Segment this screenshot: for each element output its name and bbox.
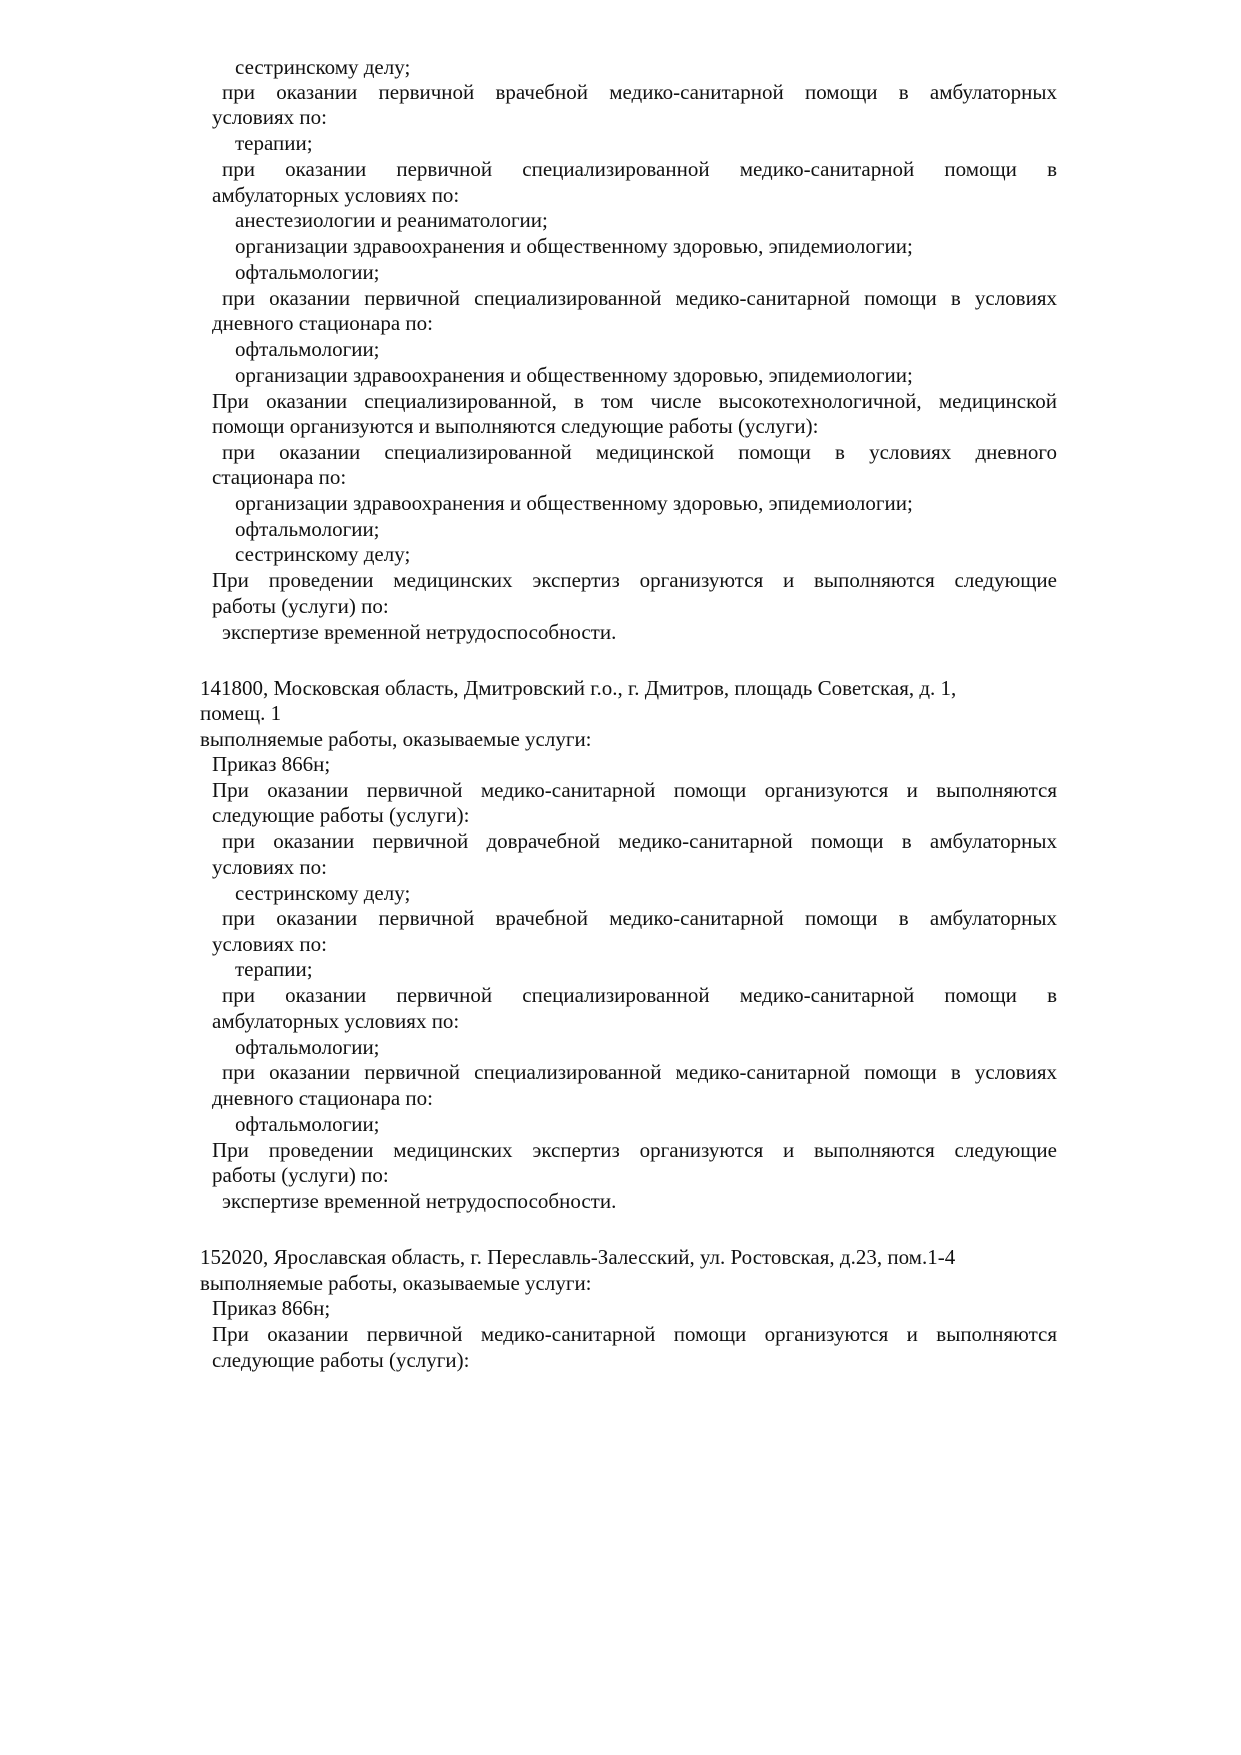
text-line: выполняемые работы, оказываемые услуги:: [200, 1271, 592, 1295]
text-line: работы (услуги) по:: [212, 1163, 389, 1187]
text-line: офтальмологии;: [235, 1035, 380, 1059]
text-line: следующие работы (услуги):: [212, 1348, 470, 1372]
text-line: выполняемые работы, оказываемые услуги:: [200, 727, 592, 751]
text-line: экспертизе временной нетрудоспособности.: [222, 1189, 617, 1213]
text-line: следующие работы (услуги):: [212, 803, 470, 827]
text-line: при оказании первичной врачебной медико-санитарной помощи в амбулаторных: [222, 80, 1057, 104]
address-line: 152020, Ярославская область, г. Переславль-Залесский, ул. Ростовская, д.23, пом.1-4: [200, 1245, 956, 1269]
text-line: офтальмологии;: [235, 517, 380, 541]
text-line: стационара по:: [212, 465, 347, 489]
text-line: При проведении медицинских экспертиз организуются и выполняются следующие: [212, 568, 1057, 592]
text-line: При оказании первичной медико-санитарной помощи организуются и выполняются: [212, 1322, 1057, 1346]
text-line: дневного стационара по:: [212, 1086, 433, 1110]
text-line: амбулаторных условиях по:: [212, 183, 460, 207]
text-line: сестринскому делу;: [235, 881, 411, 905]
text-line: Приказ 866н;: [212, 1296, 331, 1320]
text-line: При проведении медицинских экспертиз организуются и выполняются следующие: [212, 1138, 1057, 1162]
text-line: сестринскому делу;: [235, 55, 411, 79]
text-line: при оказании первичной специализированной медико-санитарной помощи в условиях: [222, 286, 1057, 310]
text-line: Приказ 866н;: [212, 752, 331, 776]
text-line: офтальмологии;: [235, 260, 380, 284]
text-line: При оказании первичной медико-санитарной помощи организуются и выполняются: [212, 778, 1057, 802]
text-line: условиях по:: [212, 932, 327, 956]
text-line: помещ. 1: [200, 701, 282, 725]
text-line: при оказании первичной доврачебной медико-санитарной помощи в амбулаторных: [222, 829, 1057, 853]
text-line: офтальмологии;: [235, 337, 380, 361]
address-line: 141800, Московская область, Дмитровский г.о., г. Дмитров, площадь Советская, д. 1,: [200, 676, 957, 700]
text-line: условиях по:: [212, 105, 327, 129]
text-line: организации здравоохранения и общественному здоровью, эпидемиологии;: [235, 234, 913, 258]
text-line: терапии;: [235, 957, 313, 981]
text-line: при оказании первичной специализированной медико-санитарной помощи в условиях: [222, 1060, 1057, 1084]
text-line: офтальмологии;: [235, 1112, 380, 1136]
text-line: при оказании специализированной медицинской помощи в условиях дневного: [222, 440, 1057, 464]
text-line: анестезиологии и реаниматологии;: [235, 208, 548, 232]
text-line: терапии;: [235, 131, 313, 155]
text-line: условиях по:: [212, 855, 327, 879]
text-line: сестринскому делу;: [235, 542, 411, 566]
text-line: организации здравоохранения и общественному здоровью, эпидемиологии;: [235, 491, 913, 515]
text-line: при оказании первичной специализированной медико-санитарной помощи в: [222, 983, 1057, 1007]
text-line: при оказании первичной специализированной медико-санитарной помощи в: [222, 157, 1057, 181]
text-line: при оказании первичной врачебной медико-санитарной помощи в амбулаторных: [222, 906, 1057, 930]
text-line: помощи организуются и выполняются следующие работы (услуги):: [212, 414, 819, 438]
text-line: экспертизе временной нетрудоспособности.: [222, 620, 617, 644]
text-line: организации здравоохранения и общественному здоровью, эпидемиологии;: [235, 363, 913, 387]
text-line: дневного стационара по:: [212, 311, 433, 335]
text-line: амбулаторных условиях по:: [212, 1009, 460, 1033]
text-line: работы (услуги) по:: [212, 594, 389, 618]
text-line: При оказании специализированной, в том числе высокотехнологичной, медицинской: [212, 389, 1057, 413]
